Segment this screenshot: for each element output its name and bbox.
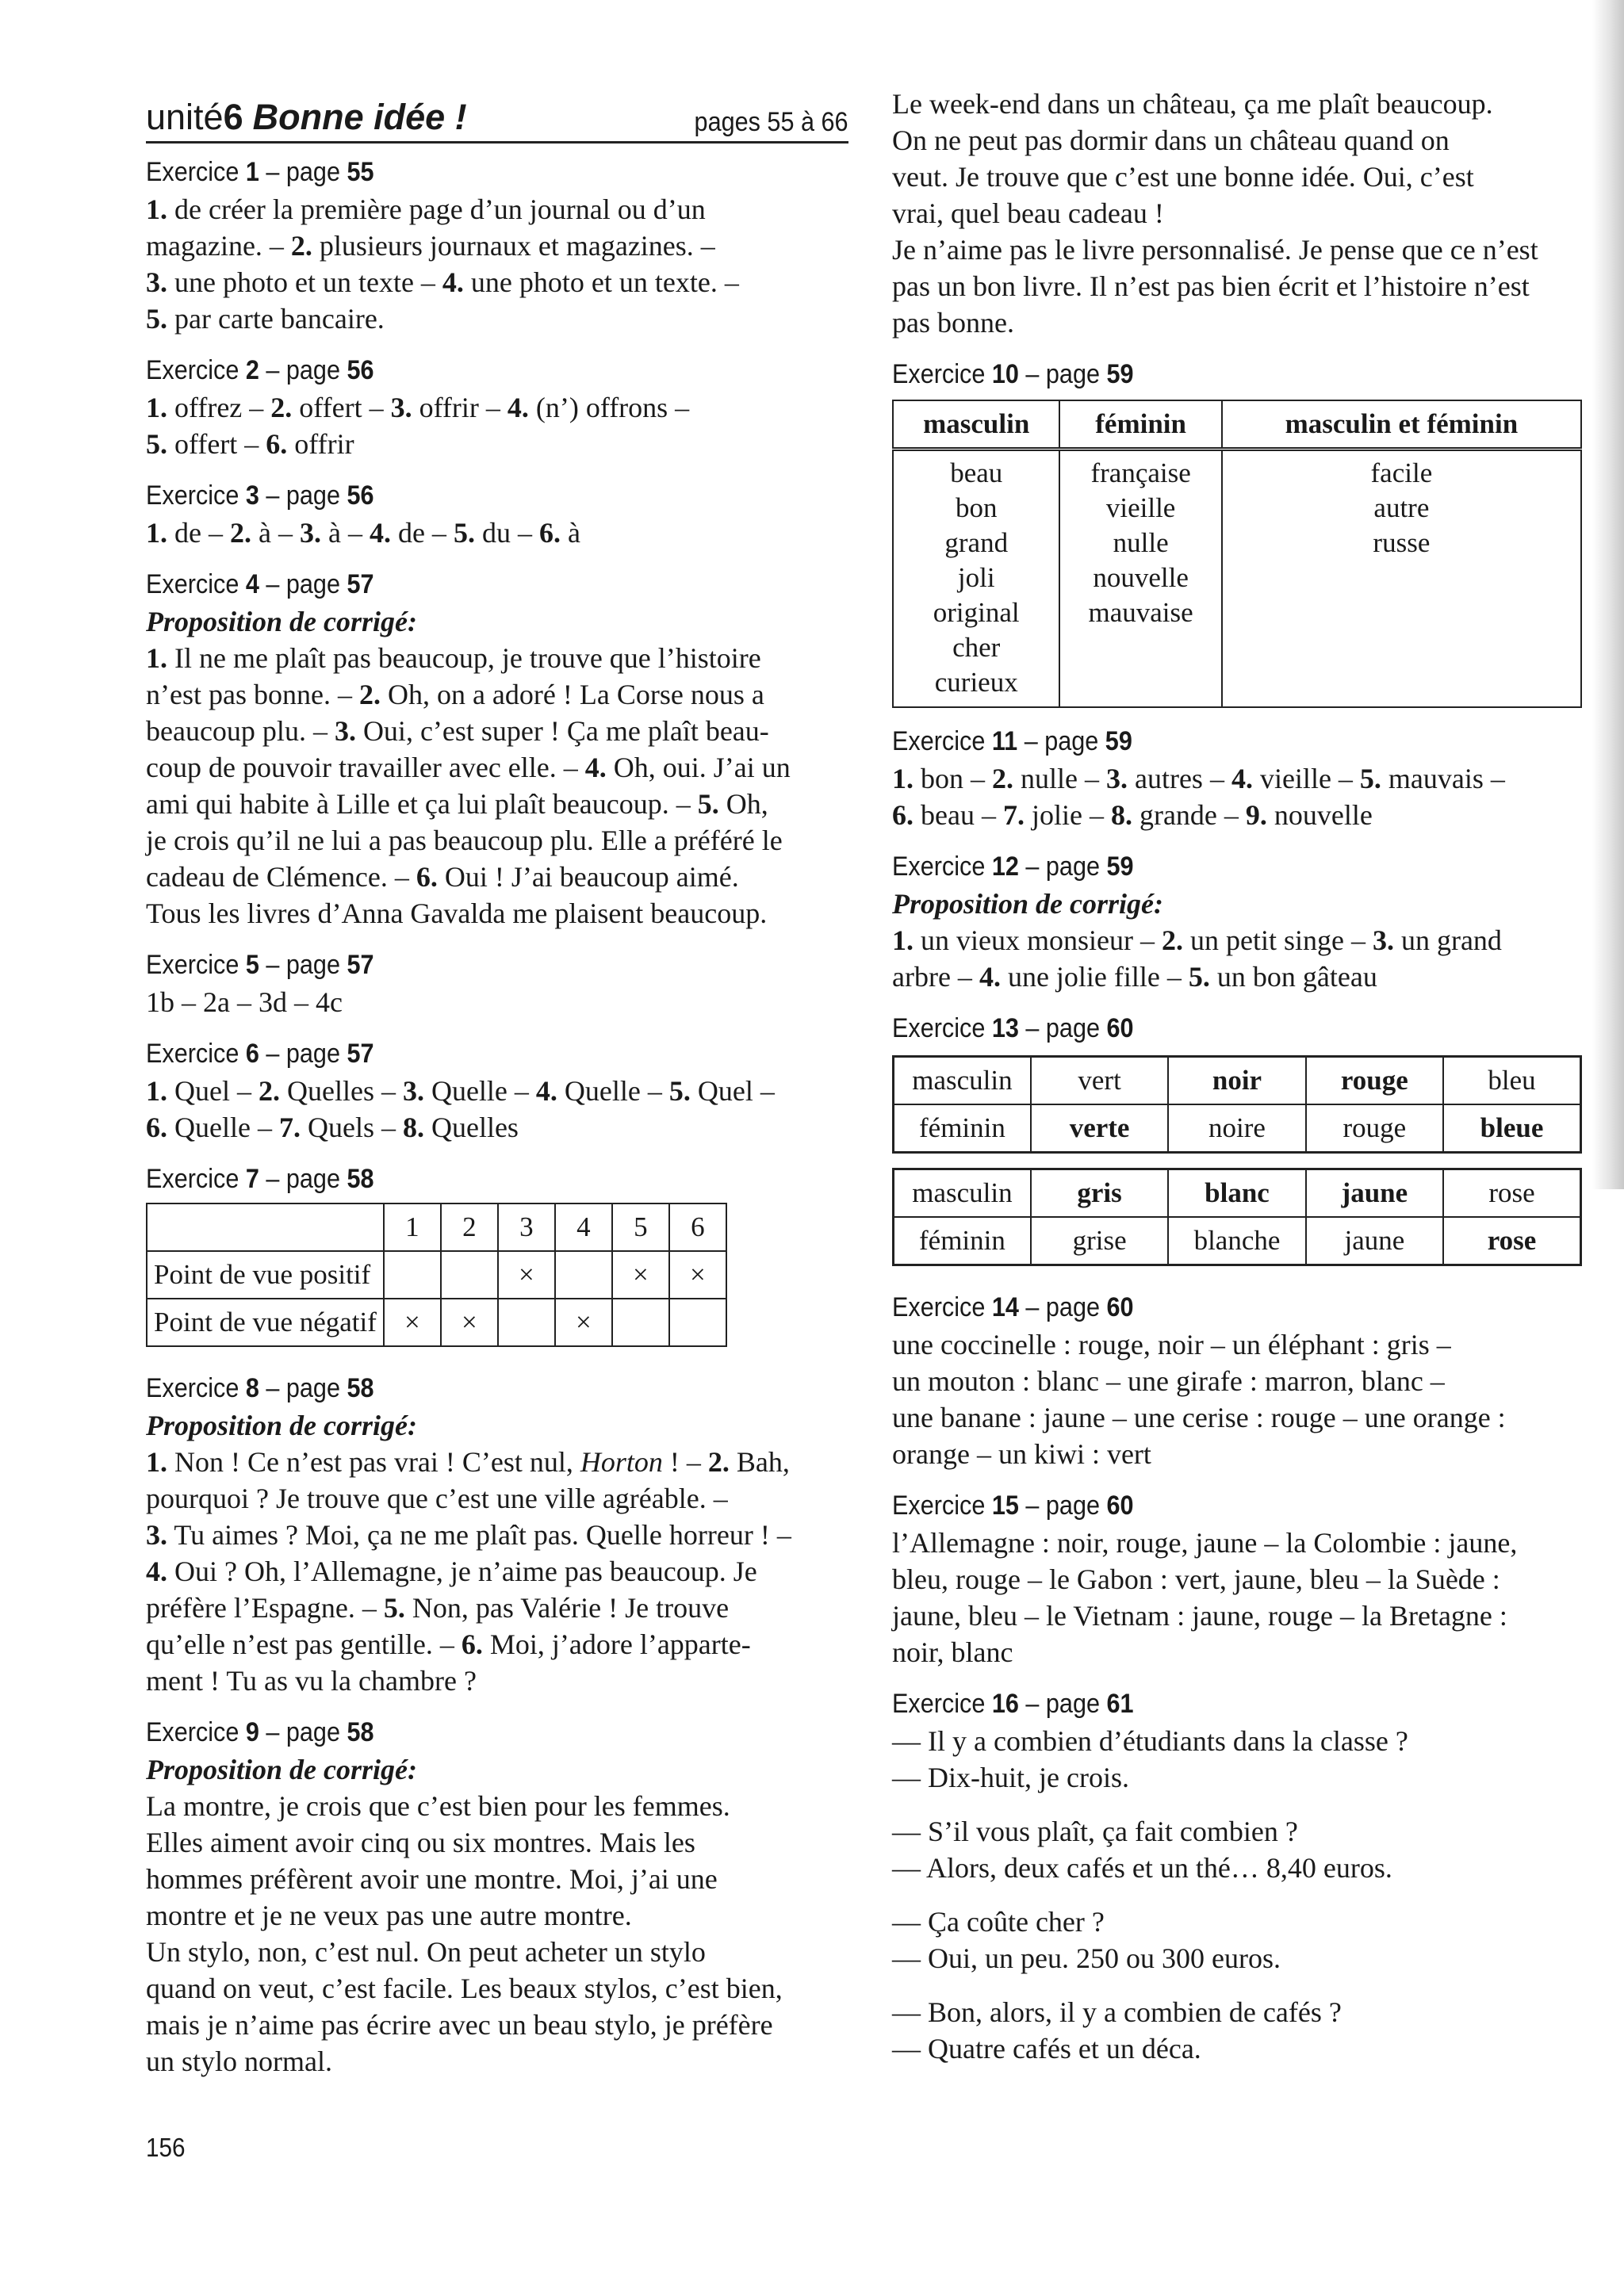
column-header: 5 [612,1203,669,1251]
adjective: bon [955,492,998,523]
table-cell: féminin [894,1104,1031,1153]
exercise-title: Exercice 2 – page 56 [146,355,374,385]
answer-line: Elles aiment avoir cinq ou six montres. Mais les [146,1827,695,1858]
exercise-8 [146,1371,848,1699]
answer-line: cadeau de Clémence. – 6. Oui ! J’ai beaucoup aimé. [146,861,739,893]
answer-line: ment ! Tu as vu la chambre ? [146,1665,477,1697]
exercise-title: Exercice 6 – page 57 [146,1039,374,1069]
table-cell: × [669,1251,726,1299]
answer-line: La montre, je crois que c’est bien pour les femmes. [146,1790,730,1822]
exercise-6 [146,1036,848,1146]
exercise-answer [892,760,1582,833]
answer-line: ami qui habite à Lille et ça lui plaît beaucoup. – 5. Oh, [146,788,768,820]
answer-line: 1. Quel – 2. Quelles – 3. Quelle – 4. Quelle – 5. Quel – [146,1075,775,1107]
table-row [894,1217,1581,1265]
exercise-answer [892,1525,1582,1670]
table-cell [893,450,1059,708]
dialogue-list [892,1723,1582,2067]
table-cell [1222,450,1581,708]
scan-shadow-edge [1592,0,1624,1189]
viewpoint-table [146,1203,727,1347]
answer-line: Un stylo, non, c’est nul. On peut acheter un stylo [146,1936,706,1968]
answer-line: On ne peut pas dormir dans un château quand on [892,124,1450,156]
answer-line: 5. offert – 6. offrir [146,428,354,460]
table-cell [555,1251,612,1299]
exercise-answer [146,1788,848,2080]
exercise-title: Exercice 15 – page 60 [892,1490,1134,1521]
answer-line: pas bonne. [892,307,1014,339]
color-table [892,1055,1582,1154]
exercise-title: Exercice 3 – page 56 [146,480,374,511]
exercise-3 [146,478,848,551]
exercise-1 [146,155,848,337]
table-cell: grise [1031,1217,1168,1265]
exercise-title: Exercice 5 – page 57 [146,950,374,980]
answer-line: noir, blanc [892,1636,1013,1668]
table-row [893,450,1581,708]
table-cell [384,1251,441,1299]
answer-line: beaucoup plu. – 3. Oui, c’est super ! Ça me plaît beau- [146,715,769,747]
exercise-2 [146,353,848,462]
answer-line: 1. offrez – 2. offert – 3. offrir – 4. (n’) offrons – [146,392,690,423]
answer-line: montre et je ne veux pas une autre montre. [146,1900,632,1931]
adjective: joli [957,562,995,593]
table-cell: × [441,1299,498,1346]
answer-line: bleu, rouge – le Gabon : vert, jaune, bleu – la Suède : [892,1563,1500,1595]
table-cell [669,1299,726,1346]
adjective: française [1090,457,1191,488]
unit-title: Bonne idée ! [252,97,467,137]
table-cell: verte [1031,1104,1168,1153]
table-cell: gris [1031,1169,1168,1218]
right-column [892,86,1582,2083]
table-cell: blanc [1168,1169,1305,1218]
answer-line: une banane : jaune – une cerise : rouge – une orange : [892,1402,1506,1433]
answer-line: une coccinelle : rouge, noir – un éléphant : gris – [892,1329,1451,1360]
exercise-title: Exercice 4 – page 57 [146,569,374,599]
answer-line: 1. bon – 2. nulle – 3. autres – 4. vieille – 5. mauvais – [892,763,1505,794]
answer-line: hommes préfèrent avoir une montre. Moi, j’ai une [146,1863,718,1895]
answer-line: jaune, bleu – le Vietnam : jaune, rouge – la Bretagne : [892,1600,1507,1632]
answer-line: Je n’aime pas le livre personnalisé. Je pense que ce n’est [892,234,1538,266]
exercise-7 [146,1161,848,1347]
dialogue [892,1994,1582,2067]
adjective: mauvaise [1088,597,1193,628]
exercise-title: Exercice 7 – page 58 [146,1164,374,1194]
adjective: vieille [1105,492,1176,523]
answer-line: coup de pouvoir travailler avec elle. – 4. Oh, oui. J’ai un [146,752,791,783]
exercise-16 [892,1686,1582,2067]
table-row [894,1169,1581,1218]
adjective: facile [1370,457,1433,488]
column-header: féminin [1059,400,1221,450]
column-header: 3 [498,1203,555,1251]
dialogue-line: — S’il vous plaît, ça fait combien ? [892,1816,1298,1847]
answer-line: Le week-end dans un château, ça me plaît beaucoup. [892,88,1493,120]
exercise-title: Exercice 14 – page 60 [892,1292,1134,1322]
answer-line: 5. par carte bancaire. [146,303,385,335]
answer-line: 1. de créer la première page d’un journal ou d’un [146,193,706,225]
dialogue-line: — Oui, un peu. 250 ou 300 euros. [892,1942,1281,1974]
table-cell: bleu [1443,1057,1580,1105]
page-number: 156 [146,2133,186,2162]
exercise-12 [892,849,1582,995]
exercise-5 [146,947,848,1020]
table-row [894,1057,1581,1105]
table-row [894,1104,1581,1153]
table-cell: féminin [894,1217,1031,1265]
answer-line: 1. de – 2. à – 3. à – 4. de – 5. du – 6. à [146,517,580,549]
exercise-answer [146,984,848,1020]
answer-line: mais je n’aime pas écrire avec un beau stylo, je préfère [146,2009,773,2041]
dialogue-line: — Il y a combien d’étudiants dans la classe ? [892,1725,1408,1757]
table-cell: noire [1168,1104,1305,1153]
exercise-title: Exercice 10 – page 59 [892,359,1134,389]
exercise-10 [892,357,1582,708]
row-label: Point de vue positif [147,1251,384,1299]
table-cell: × [498,1251,555,1299]
proposition-label: Proposition de corrigé: [146,1410,417,1441]
exercise-title: Exercice 8 – page 58 [146,1373,374,1403]
gender-adjective-table [892,400,1582,708]
exercise-answer [892,922,1582,995]
proposition-label: Proposition de corrigé: [146,606,417,637]
exercise-title: Exercice 12 – page 59 [892,851,1134,882]
dialogue [892,1904,1582,1976]
exercise-answer [146,1444,848,1699]
answer-line: orange – un kiwi : vert [892,1438,1151,1470]
table-row [147,1251,726,1299]
column-header: 6 [669,1203,726,1251]
table-cell [612,1299,669,1346]
exercise-title: Exercice 11 – page 59 [892,726,1132,756]
exercise-answer [892,1326,1582,1472]
proposition-label: Proposition de corrigé: [146,1754,417,1785]
exercise-9-continued [892,86,1582,341]
answer-line: 1. Non ! Ce n’est pas vrai ! C’est nul, Horton ! – 2. Bah, [146,1446,790,1478]
exercise-answer [892,86,1582,341]
dialogue-line: — Alors, deux cafés et un thé… 8,40 euros. [892,1852,1392,1884]
answer-line: un stylo normal. [146,2045,332,2077]
answer-line: qu’elle n’est pas gentille. – 6. Moi, j’adore l’apparte- [146,1628,751,1660]
table-cell: masculin [894,1169,1031,1218]
answer-line: 1. Il ne me plaît pas beaucoup, je trouve que l’histoire [146,642,761,674]
answer-line: 1. un vieux monsieur – 2. un petit singe – 3. un grand [892,924,1502,956]
answer-line: l’Allemagne : noir, rouge, jaune – la Colombie : jaune, [892,1527,1518,1559]
table-cell: × [384,1299,441,1346]
adjective: nouvelle [1093,562,1189,593]
answer-line: 3. Tu aimes ? Moi, ça ne me plaît pas. Quelle horreur ! – [146,1519,791,1551]
exercise-answer [146,389,848,462]
exercise-answer [146,1073,848,1146]
left-column [146,89,848,2095]
adjective: russe [1373,527,1431,558]
table-cell [1059,450,1221,708]
answer-line: préfère l’Espagne. – 5. Non, pas Valérie ! Je trouve [146,1592,730,1624]
dialogue-line: — Dix-huit, je crois. [892,1762,1129,1793]
adjective: nulle [1113,527,1169,558]
adjective: autre [1373,492,1430,523]
table-cell: vert [1031,1057,1168,1105]
dialogue [892,1813,1582,1886]
exercise-13 [892,1011,1582,1266]
adjective: curieux [934,667,1018,698]
table-cell: jaune [1306,1169,1443,1218]
proposition-label: Proposition de corrigé: [892,888,1163,920]
exercise-answer [146,515,848,551]
answer-line: 3. une photo et un texte – 4. une photo et un texte. – [146,266,739,298]
answer-line: magazine. – 2. plusieurs journaux et magazines. – [146,230,715,262]
answer-line: 4. Oui ? Oh, l’Allemagne, je n’aime pas beaucoup. Je [146,1556,757,1587]
column-header: masculin [893,400,1059,450]
answer-line: pas un bon livre. Il n’est pas bien écrit et l’histoire n’est [892,270,1530,302]
dialogue [892,1723,1582,1796]
answer-line: 6. Quelle – 7. Quels – 8. Quelles [146,1112,519,1143]
unit-label: unité6 Bonne idée ! [146,97,467,137]
table-cell: × [612,1251,669,1299]
table-cell: jaune [1306,1217,1443,1265]
dialogue-line: — Bon, alors, il y a combien de cafés ? [892,1996,1342,2028]
color-tables [892,1055,1582,1266]
exercise-11 [892,724,1582,833]
table-cell: rouge [1306,1104,1443,1153]
answer-line: 1b – 2a – 3d – 4c [146,986,343,1018]
column-header: 2 [441,1203,498,1251]
adjective: cher [952,632,1001,663]
exercise-title: Exercice 9 – page 58 [146,1717,374,1747]
answer-line: arbre – 4. une jolie fille – 5. un bon gâteau [892,961,1377,993]
exercise-9 [146,1715,848,2080]
adjective: beau [950,457,1003,488]
dialogue-line: — Ça coûte cher ? [892,1906,1105,1938]
answer-line: un mouton : blanc – une girafe : marron, blanc – [892,1365,1445,1397]
color-table [892,1168,1582,1266]
answer-line: Tous les livres d’Anna Gavalda me plaisent beaucoup. [146,897,768,929]
answer-line: vrai, quel beau cadeau ! [892,197,1164,229]
unit-pages: pages 55 à 66 [695,107,848,137]
exercise-title: Exercice 1 – page 55 [146,157,374,187]
exercise-answer [146,191,848,337]
exercise-title: Exercice 13 – page 60 [892,1013,1134,1043]
table-cell: × [555,1299,612,1346]
table-cell: rose [1443,1217,1580,1265]
answer-line: 6. beau – 7. jolie – 8. grande – 9. nouvelle [892,799,1373,831]
table-cell [441,1251,498,1299]
column-header: 4 [555,1203,612,1251]
exercise-answer [146,640,848,932]
exercise-title: Exercice 16 – page 61 [892,1689,1134,1719]
table-cell: masculin [894,1057,1031,1105]
table-cell: rouge [1306,1057,1443,1105]
exercise-4 [146,567,848,932]
table-row [147,1299,726,1346]
table-cell [498,1299,555,1346]
answer-line: quand on veut, c’est facile. Les beaux stylos, c’est bien, [146,1973,783,2004]
answer-line: pourquoi ? Je trouve que c’est une ville agréable. – [146,1483,728,1514]
adjective: original [933,597,1020,628]
answer-line: je crois qu’il ne lui a pas beaucoup plu. Elle a préféré le [146,825,783,856]
adjective: grand [944,527,1009,558]
column-header: 1 [384,1203,441,1251]
table-cell: bleue [1443,1104,1580,1153]
unit-header [146,89,848,144]
table-cell: rose [1443,1169,1580,1218]
exercise-14 [892,1290,1582,1472]
exercise-15 [892,1488,1582,1670]
row-label: Point de vue négatif [147,1299,384,1346]
table-cell: blanche [1168,1217,1305,1265]
column-header: masculin et féminin [1222,400,1581,450]
answer-line: n’est pas bonne. – 2. Oh, on a adoré ! La Corse nous a [146,679,764,710]
table-corner [147,1203,384,1251]
dialogue-line: — Quatre cafés et un déca. [892,2033,1201,2064]
table-cell: noir [1168,1057,1305,1105]
answer-line: veut. Je trouve que c’est une bonne idée. Oui, c’est [892,161,1474,193]
